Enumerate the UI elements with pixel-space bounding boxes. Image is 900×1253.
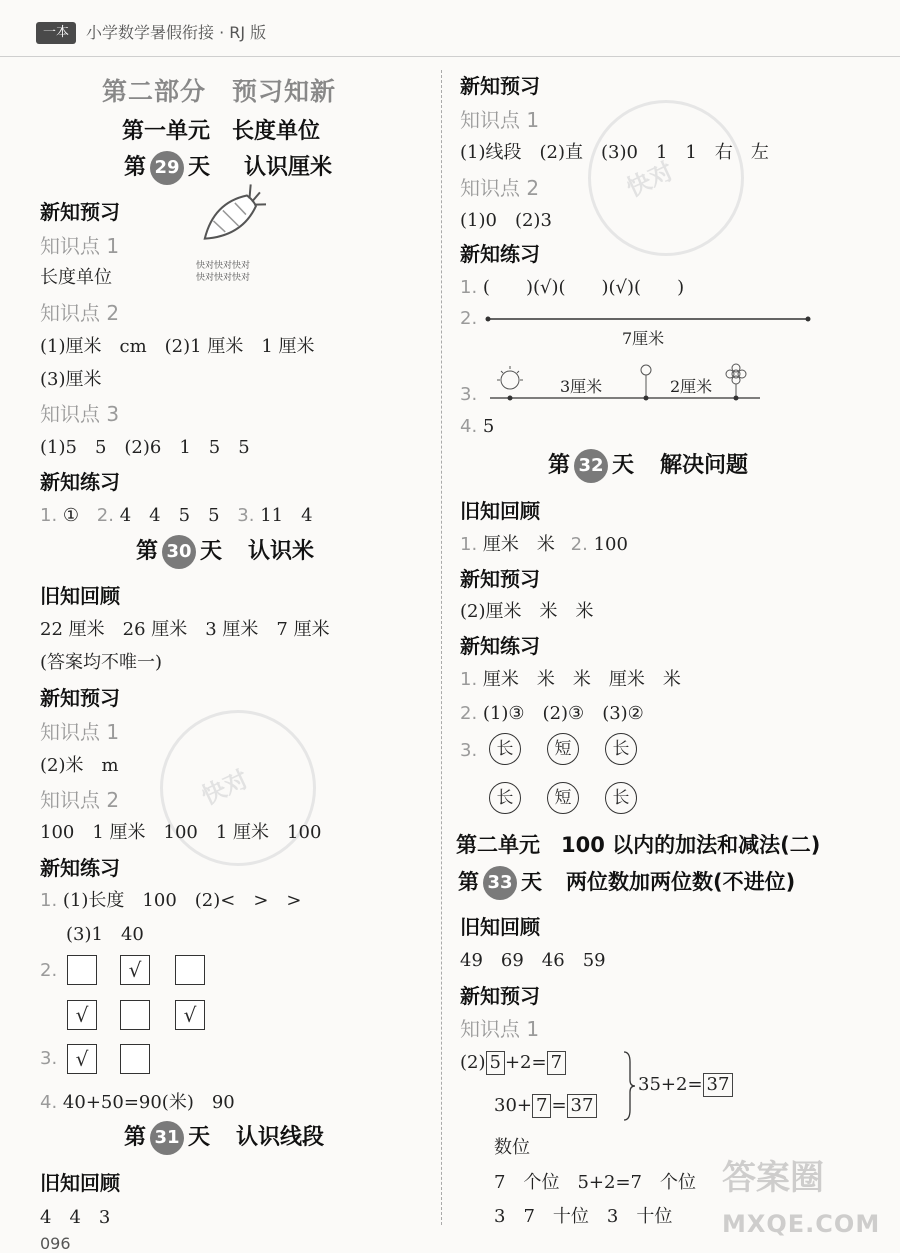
day-title: 两位数加两位数(不进位) [566, 870, 796, 894]
carrot-caption-line1: 快对快对快对 [196, 261, 251, 271]
equation-line-3 [638, 1073, 733, 1097]
q-number: 3. [460, 740, 478, 761]
day-number-badge: 32 [574, 449, 608, 483]
q-answer: ① [62, 505, 80, 526]
carrot-caption-line2: 快对快对快对 [196, 273, 251, 283]
section-heading: 旧知回顾 [460, 915, 540, 939]
answer-line: (2)厘米 米 米 [460, 601, 594, 622]
day-suffix: 天 [200, 539, 223, 564]
knowledge-point: 知识点 3 [40, 402, 120, 426]
answer-line: (1)厘米 cm (2)1 厘米 1 厘米 [40, 336, 315, 357]
column-divider [441, 70, 442, 1225]
q-number: 1. [460, 277, 478, 298]
answer-box [67, 955, 97, 985]
day-title: 认识厘米 [244, 155, 333, 180]
section-heading: 旧知回顾 [460, 499, 540, 523]
q-number: 1. [460, 669, 478, 690]
circled-answer: 长 [605, 782, 637, 814]
knowledge-point: 知识点 2 [40, 788, 120, 812]
part-title: 第二部分 预习知新 [102, 77, 337, 106]
section-heading: 旧知回顾 [40, 1171, 120, 1195]
eq-box: 37 [703, 1073, 734, 1097]
answer-line [460, 665, 681, 691]
q-answer: 100 [593, 534, 628, 555]
header-rule [0, 56, 900, 57]
day-prefix: 第 [458, 870, 479, 894]
eq-op: = [551, 1095, 567, 1116]
answer-line: (1)0 (2)3 [460, 210, 552, 231]
eq-op: +2= [504, 1052, 547, 1073]
section-heading: 新知预习 [40, 200, 120, 224]
equation-line-2 [494, 1094, 597, 1118]
knowledge-point: 知识点 1 [460, 108, 540, 132]
day-31-heading [124, 1120, 324, 1155]
section-heading: 旧知回顾 [40, 584, 120, 608]
section-heading: 新知预习 [40, 686, 120, 710]
day-suffix: 天 [188, 1125, 211, 1150]
carrot-caption [196, 260, 250, 284]
circled-answer: 长 [605, 733, 637, 765]
line-segment-diagram [484, 312, 814, 326]
q-number: 4. [40, 1092, 58, 1113]
q-number: 1. [40, 505, 58, 526]
answer-line: 3 7 十位 3 十位 [494, 1206, 673, 1227]
q-answer: (1)长度 100 (2)< > > [62, 890, 302, 911]
section-heading: 新知预习 [460, 984, 540, 1008]
brand-badge: 一本 [36, 22, 76, 44]
answer-line [460, 416, 494, 437]
answer-line: (1)5 5 (2)6 1 5 5 [40, 437, 250, 458]
day-title: 解决问题 [660, 453, 749, 478]
circled-answer: 短 [547, 782, 579, 814]
eq-box: 7 [547, 1051, 566, 1075]
q-answer: 4 4 5 5 [119, 505, 220, 526]
circled-answer: 长 [489, 733, 521, 765]
q-answer: ( )(√)( )(√)( ) [482, 277, 685, 298]
brace-icon [622, 1050, 636, 1122]
answer-line [460, 530, 628, 556]
answer-line [460, 273, 684, 299]
day-prefix: 第 [124, 155, 147, 180]
circled-answer: 长 [489, 782, 521, 814]
q-answer: 厘米 米 米 厘米 米 [482, 669, 681, 690]
knowledge-point: 知识点 1 [460, 1017, 540, 1041]
q-answer: 11 4 [260, 505, 313, 526]
answer-line: (2)米 m [40, 755, 119, 776]
distance-diagram [484, 362, 764, 406]
eq-box: 37 [567, 1094, 598, 1118]
q-answer: (1)③ (2)③ (3)② [482, 703, 644, 724]
day-number-badge: 31 [150, 1121, 184, 1155]
day-suffix: 天 [612, 453, 635, 478]
q-answer: 40+50=90(米) 90 [62, 1092, 235, 1113]
book-title: 小学数学暑假衔接 · RJ 版 [86, 23, 267, 42]
distance-label-2: 2厘米 [670, 377, 713, 396]
section-heading: 新知预习 [460, 74, 540, 98]
answer-box-checked: √ [120, 955, 150, 985]
segment-label: 7厘米 [622, 329, 665, 348]
q-number: 1. [460, 534, 478, 555]
q-number: 1. [40, 890, 58, 911]
eq-prefix: (2) [460, 1052, 486, 1073]
watermark-text-2: 快对 [197, 764, 253, 811]
watermark-text: 快对 [622, 156, 678, 203]
eq-box: 5 [486, 1051, 505, 1075]
answer-line [40, 1088, 235, 1114]
eq-op: 35+2= [638, 1074, 703, 1095]
day-33-heading [458, 866, 795, 900]
section-heading: 新知练习 [460, 242, 540, 266]
day-number-badge: 33 [483, 866, 517, 900]
section-heading: 新知练习 [40, 856, 120, 880]
knowledge-point: 知识点 1 [40, 720, 120, 744]
day-30-heading [136, 534, 314, 569]
day-number-badge: 30 [162, 535, 196, 569]
q-number: 2. [570, 534, 588, 555]
carrot-icon [188, 180, 266, 255]
answer-line: 7 个位 5+2=7 个位 [494, 1172, 696, 1193]
q-number: 2. [96, 505, 114, 526]
day-prefix: 第 [548, 453, 571, 478]
answer-line: 数位 [494, 1137, 530, 1158]
day-prefix: 第 [124, 1125, 147, 1150]
answer-line: 4 4 3 [40, 1207, 111, 1228]
answer-line: (3)厘米 [40, 369, 102, 390]
answer-line [40, 501, 313, 527]
day-32-heading [548, 448, 748, 483]
site-watermark-logo: 答案圈 [722, 1158, 824, 1198]
answer-line: 22 厘米 26 厘米 3 厘米 7 厘米 [40, 619, 330, 640]
section-heading: 新知练习 [40, 470, 120, 494]
circled-answer: 短 [547, 733, 579, 765]
q-number: 3. [40, 1048, 58, 1069]
eq-prefix: 30+ [494, 1095, 532, 1116]
day-suffix: 天 [188, 155, 211, 180]
eq-box: 7 [532, 1094, 551, 1118]
unit-title: 第一单元 长度单位 [122, 119, 321, 144]
q-number: 3. [460, 384, 478, 405]
distance-label-1: 3厘米 [560, 377, 603, 396]
page-number: 096 [40, 1234, 71, 1253]
answer-line [40, 886, 302, 912]
q-answer: 5 [482, 416, 495, 437]
answer-line: 49 69 46 59 [460, 950, 606, 971]
answer-line: 100 1 厘米 100 1 厘米 100 [40, 822, 322, 843]
knowledge-point: 知识点 2 [40, 301, 120, 325]
answer-box [120, 1000, 150, 1030]
day-title: 认识线段 [236, 1125, 325, 1150]
q-number: 4. [460, 416, 478, 437]
knowledge-point: 知识点 1 [40, 234, 120, 258]
answer-line: 长度单位 [40, 267, 112, 288]
day-prefix: 第 [136, 539, 159, 564]
day-suffix: 天 [521, 870, 542, 894]
q-number: 2. [460, 308, 478, 329]
answer-line: (3)1 40 [66, 924, 144, 945]
site-watermark-url: MXQE.COM [722, 1210, 881, 1238]
answer-box-checked: √ [67, 1000, 97, 1030]
unit-title-2: 第二单元 100 以内的加法和减法(二) [456, 833, 821, 857]
answer-box-checked: √ [175, 1000, 205, 1030]
answer-box-checked: √ [67, 1044, 97, 1074]
answer-line: (1)线段 (2)直 (3)0 1 1 右 左 [460, 142, 769, 163]
equation-line-1 [460, 1051, 566, 1075]
section-heading: 新知练习 [460, 634, 540, 658]
day-title: 认识米 [248, 539, 315, 564]
q-answer: 厘米 米 [482, 534, 555, 555]
q-number: 2. [460, 703, 478, 724]
q-number: 3. [237, 505, 255, 526]
answer-box [120, 1044, 150, 1074]
answer-line: (答案均不唯一) [40, 652, 163, 673]
day-number-badge: 29 [150, 151, 184, 185]
q-number: 2. [40, 960, 58, 981]
answer-box [175, 955, 205, 985]
knowledge-point: 知识点 2 [460, 176, 540, 200]
section-heading: 新知预习 [460, 567, 540, 591]
answer-line [460, 699, 644, 725]
